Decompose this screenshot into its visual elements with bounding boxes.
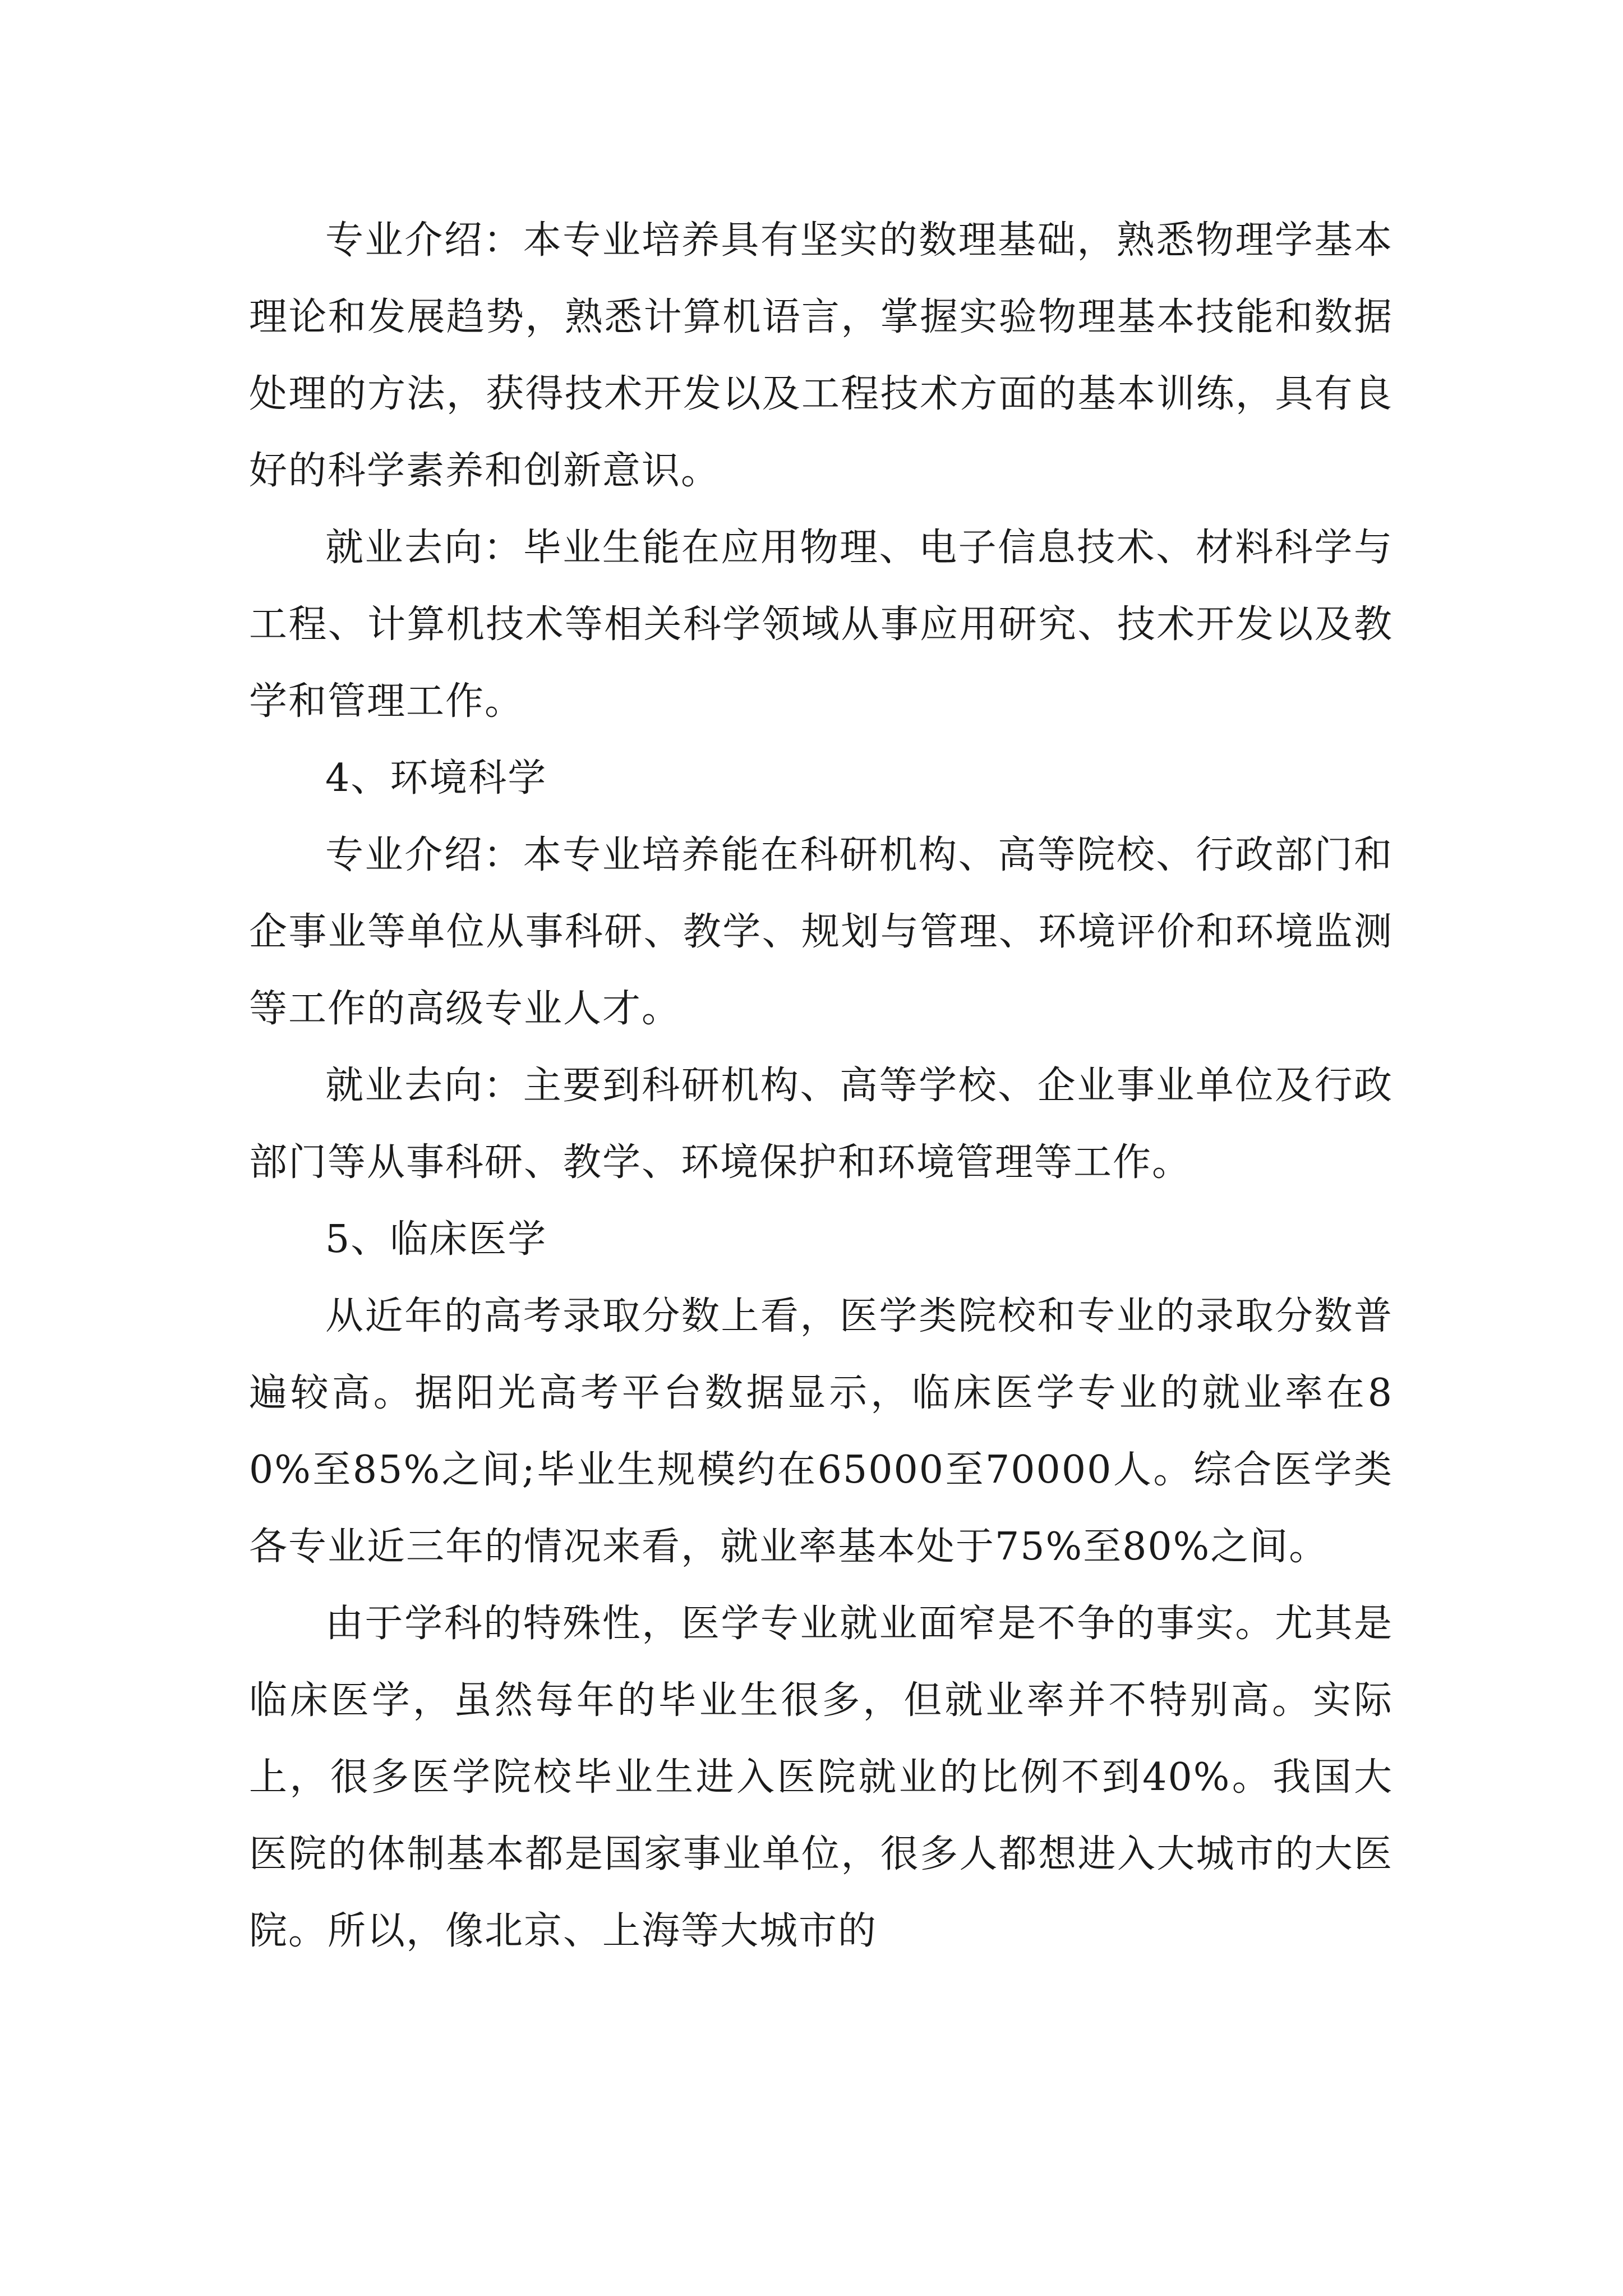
paragraph-major-intro-environment: 专业介绍：本专业培养能在科研机构、高等院校、行政部门和企事业等单位从事科研、教学、规划与管理、环境评价和环境监测等工作的高级专业人才。 <box>249 833 1393 1031</box>
paragraph-employment-environment: 就业去向：主要到科研机构、高等学校、企业事业单位及行政部门等从事科研、教学、环境保护和环境管理等工作。 <box>249 1064 1393 1185</box>
document-body <box>249 202 1393 1970</box>
section-heading-clinical-medicine: 5、临床医学 <box>325 1217 547 1262</box>
section-heading-environmental-science: 4、环境科学 <box>325 756 547 800</box>
paragraph-medicine-admission-scores: 从近年的高考录取分数上看，医学类院校和专业的录取分数普遍较高。据阳光高考平台数据显示，临床医学专业的就业率在80%至85%之间;毕业生规模约在65000至70000人。综合医学类各专业近三年的情况来看，就业率基本处于75%至80%之间。 <box>249 1294 1393 1569</box>
paragraph-major-intro-physics: 专业介绍：本专业培养具有坚实的数理基础，熟悉物理学基本理论和发展趋势，熟悉计算机语言，掌握实验物理基本技能和数据处理的方法，获得技术开发以及工程技术方面的基本训练，具有良好的科学素养和创新意识。 <box>249 218 1393 493</box>
paragraph-employment-physics: 就业去向：毕业生能在应用物理、电子信息技术、材料科学与工程、计算机技术等相关科学领域从事应用研究、技术开发以及教学和管理工作。 <box>249 526 1393 724</box>
paragraph-medicine-employment: 由于学科的特殊性，医学专业就业面窄是不争的事实。尤其是临床医学，虽然每年的毕业生很多，但就业率并不特别高。实际上，很多医学院校毕业生进入医院就业的比例不到40%。我国大医院的体制基本都是国家事业单位，很多人都想进入大城市的大医院。所以，像北京、上海等大城市的 <box>249 1602 1393 1953</box>
